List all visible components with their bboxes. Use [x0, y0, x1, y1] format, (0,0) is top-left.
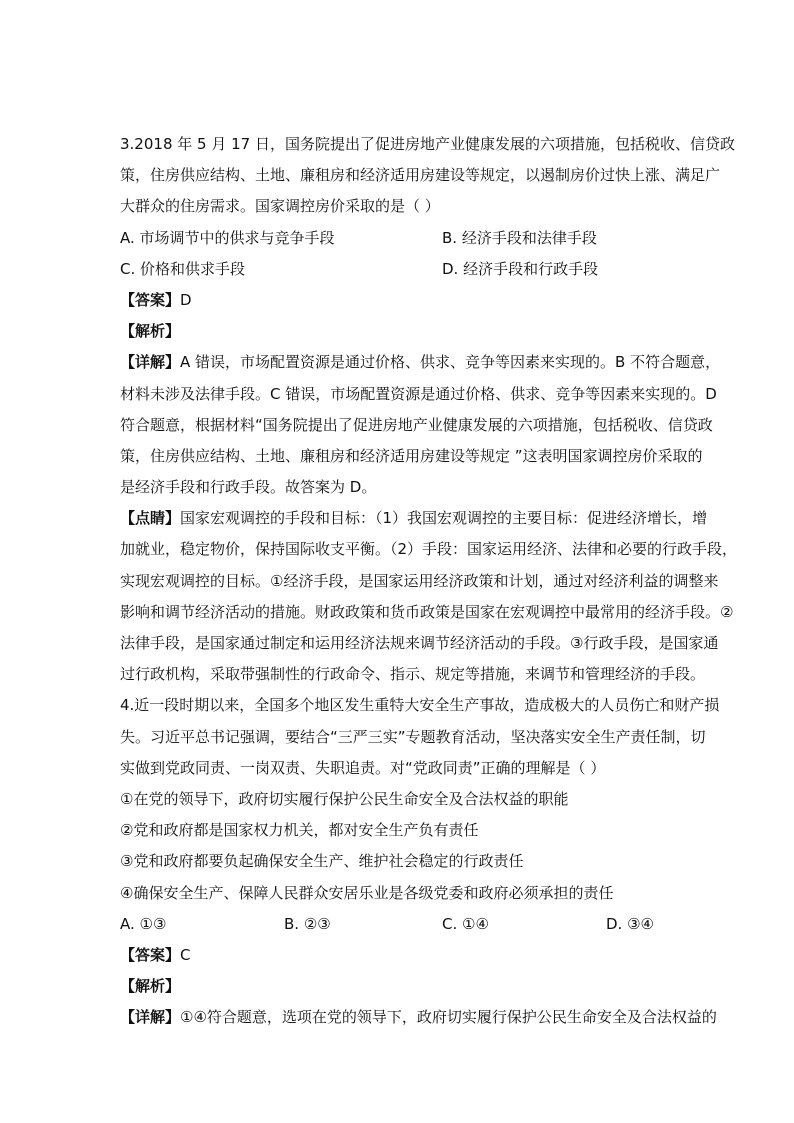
- detail-text: ①④符合题意，选项在党的领导下，政府切实履行保护公民生命安全及合法权益的: [180, 1008, 717, 1027]
- question-3-detail-line-5: 是经济手段和行政手段。故答案为 D。: [120, 478, 377, 497]
- tip-label: 【点睛】: [120, 509, 181, 528]
- tip-text: 国家宏观调控的手段和目标：（1）我国宏观调控的主要目标：促进经济增长，增: [180, 509, 708, 528]
- answer-label: 【答案】: [120, 290, 181, 309]
- question-3-detail-line-3: 符合题意，根据材料“国务院提出了促进房地产业健康发展的六项措施，包括税收、信贷政: [120, 415, 713, 434]
- question-3-option-a: A. 市场调节中的供求与竞争手段: [120, 228, 335, 247]
- answer-label: 【答案】: [120, 945, 181, 964]
- question-4-option-c: C. ①④: [442, 914, 489, 933]
- question-3-tip-line-1: [120, 503, 708, 534]
- question-3-option-c: C. 价格和供求手段: [120, 259, 246, 278]
- question-3-stem-line-3: 大群众的住房需求。国家调控房价采取的是（ ）: [120, 197, 440, 216]
- question-4-options-row: [120, 909, 680, 940]
- question-3-detail-line-4: 策，住房供应结构、土地、廉租房和经济适用房建设等规定 ”这表明国家调控房价采取的: [120, 446, 703, 465]
- question-4: [120, 690, 720, 1033]
- question-4-stem-line-3: 实做到党政同责、一岗双责、失职追责。对“党政同责”正确的理解是（ ）: [120, 758, 606, 777]
- question-3-stem-line-1: 3.2018 年 5 月 17 日，国务院提出了促进房地产业健康发展的六项措施，包括税收、信贷政: [120, 135, 735, 153]
- question-4-answer: [120, 940, 680, 971]
- question-3-options-row-1: [120, 223, 680, 254]
- question-3-option-d: D. 经济手段和行政手段: [442, 259, 599, 278]
- question-3-option-b: B. 经济手段和法律手段: [442, 228, 597, 247]
- question-4-option-a: A. ①③: [120, 914, 167, 933]
- question-4-stem-line-2: 失。习近平总书记强调，要结合“三严三实”专题教育活动，坚决落实安全生产责任制，切: [120, 727, 706, 746]
- question-4-statement-2: ②党和政府都是国家权力机关，都对安全生产负有责任: [120, 821, 479, 840]
- document-page: [120, 129, 738, 1033]
- question-3-detail-line-1: [120, 347, 721, 378]
- detail-label: 【详解】: [120, 353, 181, 372]
- answer-value: D: [180, 290, 192, 309]
- question-3-stem-line-2: 策，住房供应结构、土地、廉租房和经济适用房建设等规定，以遏制房价过快上涨、满足广: [120, 166, 721, 185]
- answer-value: C: [180, 945, 191, 964]
- detail-label: 【详解】: [120, 1008, 181, 1027]
- question-3-detail-line-2: 材料未涉及法律手段。C 错误，市场配置资源是通过价格、供求、竞争等因素来实现的。D: [120, 384, 717, 403]
- question-3-tip-line-5: 法律手段，是国家通过制定和运用经济法规来调节经济活动的手段。③行政手段，是国家通: [120, 634, 719, 652]
- question-4-option-b: B. ②③: [284, 914, 331, 933]
- question-3-tip-line-4: 影响和调节经济活动的措施。财政政策和货币政策是国家在宏观调控中最常用的经济手段。②: [120, 602, 734, 621]
- question-4-statement-4: ④确保安全生产、保障人民群众安居乐业是各级党委和政府必须承担的责任: [120, 883, 614, 902]
- question-3-tip-line-2: 加就业，稳定物价，保持国际收支平衡。（2）手段：国家运用经济、法律和必要的行政手段，: [120, 540, 738, 559]
- detail-text: A 错误，市场配置资源是通过价格、供求、竞争等因素来实现的。B 不符合题意，: [180, 353, 721, 372]
- question-3-options-row-2: [120, 254, 680, 285]
- question-3-tip-line-6: 过行政机构，采取带强制性的行政命令、指示、规定等措施，来调节和管理经济的手段。: [120, 665, 706, 684]
- question-4-analysis-label: 【解析】: [120, 977, 181, 996]
- question-4-statement-3: ③党和政府都要负起确保安全生产、维护社会稳定的行政责任: [120, 852, 524, 871]
- question-4-statement-1: ①在党的领导下，政府切实履行保护公民生命安全及合法权益的职能: [120, 789, 569, 808]
- question-3-analysis-label: 【解析】: [120, 322, 181, 341]
- question-3-answer: [120, 285, 680, 316]
- question-4-option-d: D. ③④: [606, 914, 654, 933]
- question-3-tip-line-3: 实现宏观调控的目标。①经济手段，是国家运用经济政策和计划，通过对经济利益的调整来: [120, 571, 719, 590]
- question-3: [120, 129, 738, 690]
- question-4-stem-line-1: 4.近一段时期以来，全国多个地区发生重特大安全生产事故，造成极大的人员伤亡和财产损: [120, 696, 720, 715]
- question-4-detail-line-1: [120, 1002, 717, 1033]
